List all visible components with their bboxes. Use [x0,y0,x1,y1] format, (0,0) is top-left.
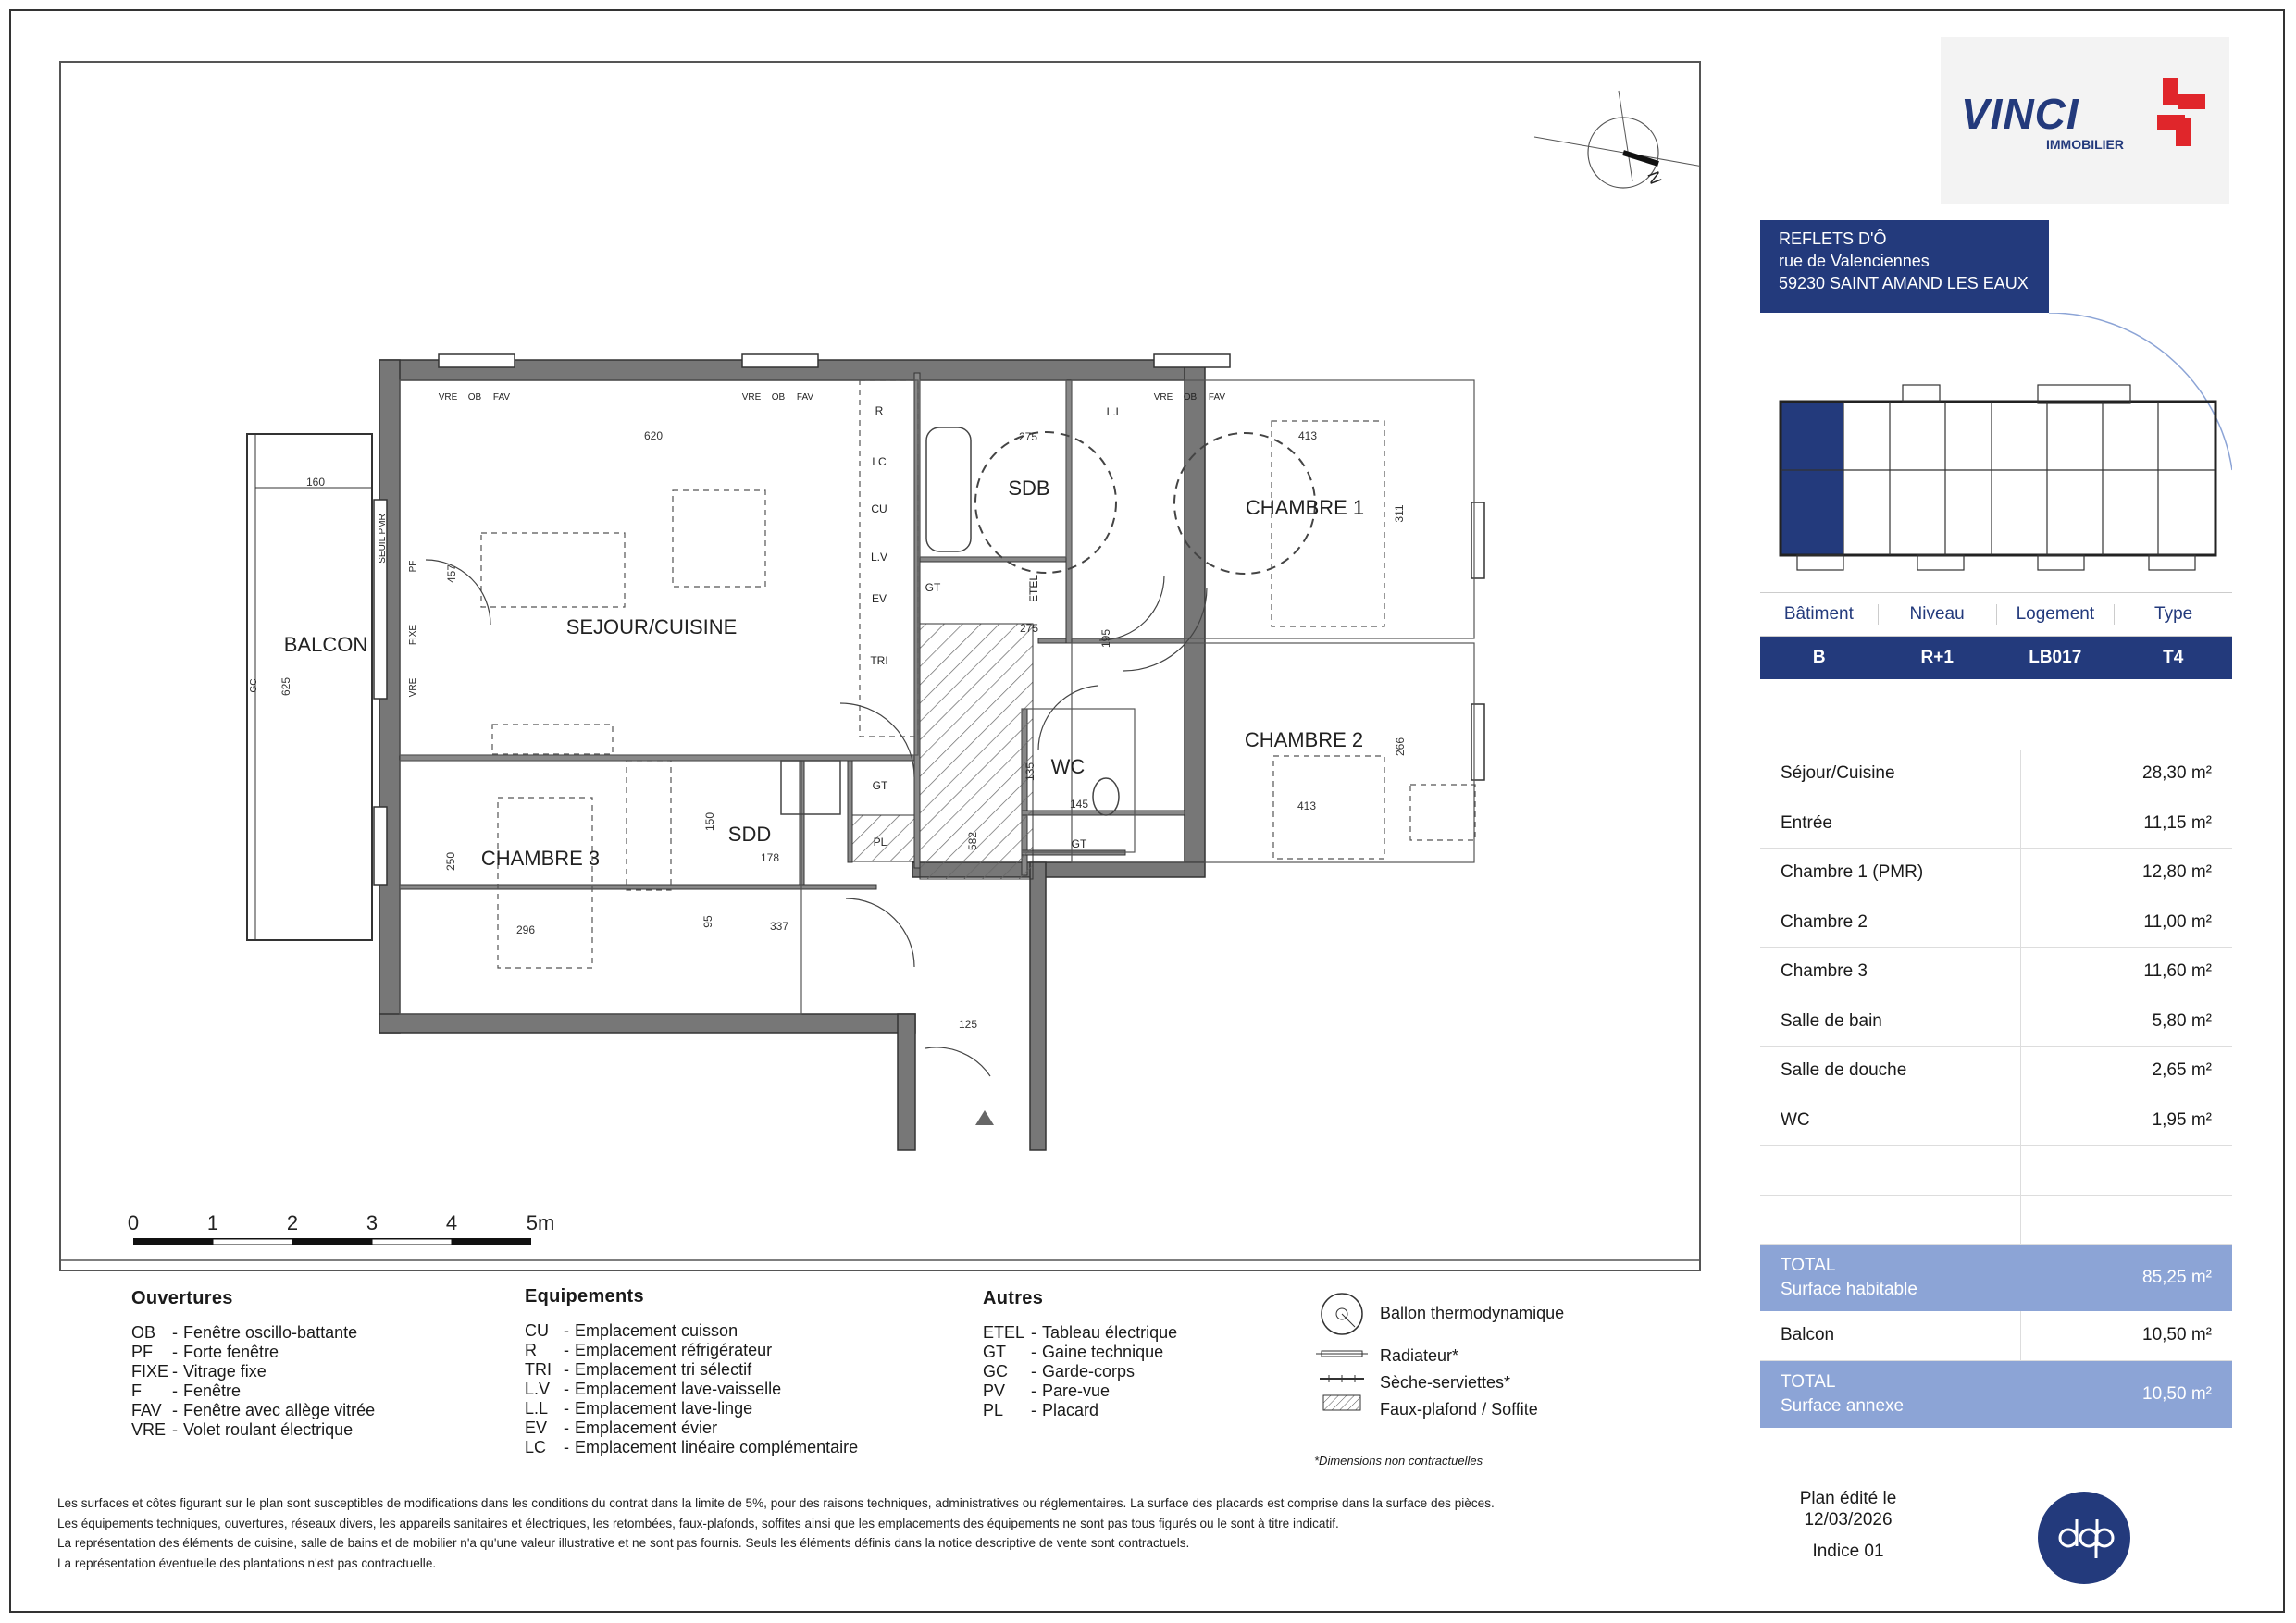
dimensions-note: *Dimensions non contractuelles [1314,1454,1483,1468]
header-batiment: Bâtiment [1760,604,1879,625]
scale-label-3: 3 [366,1211,379,1234]
interior-walls [400,373,1185,889]
label-gt2: GT [872,779,888,792]
scale-bar [128,1211,554,1245]
svg-text:135: 135 [1024,762,1036,782]
building-key-plan [1760,313,2232,590]
room-sdb: SDB [1008,477,1050,500]
turning-circle-sdb [975,432,1116,573]
legend-autres-title: Autres [983,1288,1044,1308]
svg-text:GC: GC [249,678,259,693]
room-wc: WC [1050,755,1086,778]
label-lv: L.V [870,551,888,564]
surface-row: Salle de douche 2,65 m² [1760,1047,2232,1096]
label-lc: LC [872,455,887,468]
svg-text:VRE: VRE [741,392,762,403]
entrance-arrow [975,1110,994,1125]
north-compass [1534,91,1701,188]
svg-text:275: 275 [1018,430,1038,443]
legend-autres: Autres ETEL - Tableau électrique GT - Gaine technique GC - Garde-corps PV - Pare-vue PL - Placard [983,1288,1178,1419]
room-balcon: BALCON [283,633,368,656]
label-pl: PL [873,836,887,849]
balcon-row: Balcon 10,50 m² [1760,1311,2232,1361]
svg-text:FAV: FAV [492,392,511,403]
floor-plan [59,61,1701,1271]
svg-text:311: 311 [1393,504,1406,523]
svg-text:620: 620 [643,429,664,442]
surface-row: Chambre 1 (PMR) 12,80 m² [1760,849,2232,898]
project-header [1760,220,2049,313]
room-sdd: SDD [727,823,772,846]
header-logement: Logement [1997,604,2116,625]
ddp-mark-icon [2038,1492,2130,1584]
svg-text:337: 337 [769,920,789,933]
value-niveau: R+1 [1920,648,1954,667]
label-gt3: GT [1071,837,1087,850]
svg-text:195: 195 [1099,628,1112,649]
value-logement: LB017 [2029,648,2082,667]
surface-row: Salle de bain 5,80 m² [1760,997,2232,1047]
legend-ouvertures: Ouvertures OB - Fenêtre oscillo-battante PF - Forte fenêtre FIXE - Vitrage fixe F - Fenêtre FAV - Fenêtre avec allège vitrée VRE - Volet roulant électrique [131,1288,376,1439]
edition-indice: Indice 01 [1812,1542,1884,1561]
scale-label-0: 0 [127,1211,140,1234]
label-r: R [875,404,884,417]
surface-row: Séjour/Cuisine 28,30 m² [1760,750,2232,799]
project-city: 59230 SAINT AMAND LES EAUX [1779,274,2029,292]
svg-text:178: 178 [760,851,780,864]
svg-text:413: 413 [1297,429,1318,442]
svg-text:OB: OB [771,392,786,403]
svg-text:VRE: VRE [438,392,458,403]
svg-text:VRE: VRE [1153,392,1173,403]
project-name: REFLETS D'Ô [1779,229,1887,248]
total-annexe-row: TOTAL Surface annexe 10,50 m² [1760,1361,2232,1428]
scale-label-2: 2 [286,1211,299,1234]
ddp-logo [2038,1492,2130,1584]
room-chambre2: CHAMBRE 2 [1244,728,1364,751]
svg-text:275: 275 [1019,622,1039,635]
svg-text:SEUIL PMR: SEUIL PMR [378,514,388,564]
surface-row-empty [1760,1146,2232,1196]
label-etel: ETEL [1027,574,1040,603]
surface-row: Chambre 2 11,00 m² [1760,898,2232,948]
value-type: T4 [2163,648,2184,667]
legend-symbols: Ballon thermodynamique Radiateur* Sèche-serviettes* Faux-plafond / Soffite [1380,1304,1565,1419]
legend-equipements: Equipements CU - Emplacement cuisson R - Emplacement réfrigérateur TRI - Emplacement tri sélectif L.V - Emplacement lave-vaisselle L.L - Emplacement lave-linge EV - Emplacement évier LC - Emplacement linéaire complémentaire [525,1286,859,1456]
header-type: Type [2154,604,2193,624]
svg-text:95: 95 [701,915,714,928]
header-niveau: Niveau [1879,604,1997,625]
surface-row: Chambre 3 11,60 m² [1760,948,2232,997]
wc-bowl [1093,778,1119,815]
label-tri: TRI [870,654,888,667]
bathtub [926,427,971,551]
svg-text:250: 250 [444,851,457,872]
vinci-symbol-icon [2144,78,2209,146]
room-sejour: SEJOUR/CUISINE [565,615,738,638]
label-ll: L.L [1106,405,1123,418]
legend-equipements-title: Equipements [525,1286,644,1307]
surface-row-empty [1760,1196,2232,1245]
svg-text:296: 296 [515,923,536,936]
svg-text:145: 145 [1069,798,1089,811]
legend-ouvertures-title: Ouvertures [131,1288,233,1308]
surfaces-table [1760,750,2232,1428]
svg-text:FAV: FAV [796,392,814,403]
svg-text:FAV: FAV [1208,392,1226,403]
svg-text:457: 457 [445,564,458,584]
surface-row: WC 1,95 m² [1760,1096,2232,1146]
scale-label-5: 5m [526,1211,555,1234]
surface-row: Entrée 11,15 m² [1760,799,2232,849]
value-batiment: B [1812,648,1826,667]
edition-date: Plan édité le 12/03/2026 [1799,1489,1897,1530]
svg-text:PF: PF [408,560,418,573]
svg-text:160: 160 [305,476,326,489]
svg-text:582: 582 [966,831,979,851]
svg-text:625: 625 [279,676,292,697]
project-street: rue de Valenciennes [1779,252,1930,270]
balcony-outline [247,434,372,940]
north-label: N [1644,168,1666,187]
room-chambre3: CHAMBRE 3 [480,847,601,870]
svg-text:266: 266 [1394,737,1407,757]
disclaimer: Les surfaces et côtes figurant sur le plan sont susceptibles de modifications dans les conditions du contrat dans la limite de 5%, pour des raisons techniques, administratives ou réglementaires. La surface des placards est comprise dans la surface des pièces. Les équipements techniques, ouvertures, réseaux divers, les appareils sanitaires et électriques, les retombées, faux-plafonds, soffites ainsi que les emplacements des équipements ne sont pas tous figurés ou le sont à titre indicatif. La représentation des éléments de cuisine, salle de bains et de mobilier n'a qu'une valeur illustrative et ne sont pas fournis. Seuls les éléments définis dans la notice descriptive de vente sont contractuels. La représentation éventuelle des plantations n'est pas contractuelle. [57,1496,1495,1570]
svg-text:125: 125 [958,1018,978,1031]
vinci-logo: VINCI IMMOBILIER [1941,37,2229,204]
svg-text:OB: OB [1183,392,1198,403]
svg-text:OB: OB [467,392,482,403]
room-chambre1: CHAMBRE 1 [1245,496,1365,519]
svg-text:150: 150 [703,812,716,832]
label-cu: CU [871,502,887,515]
label-gt1: GT [925,581,941,594]
scale-label-4: 4 [445,1211,458,1234]
svg-text:VRE: VRE [408,677,418,698]
svg-text:FIXE: FIXE [408,624,418,646]
total-habitable-row: TOTAL Surface habitable 85,25 m² [1760,1245,2232,1311]
svg-text:413: 413 [1297,799,1317,812]
shower [781,761,840,814]
hatch-icon [1323,1395,1360,1410]
identity-table [1760,592,2232,679]
scale-label-1: 1 [206,1211,219,1234]
legend-symbol-icons [1314,1286,1370,1416]
label-ev: EV [871,592,887,605]
